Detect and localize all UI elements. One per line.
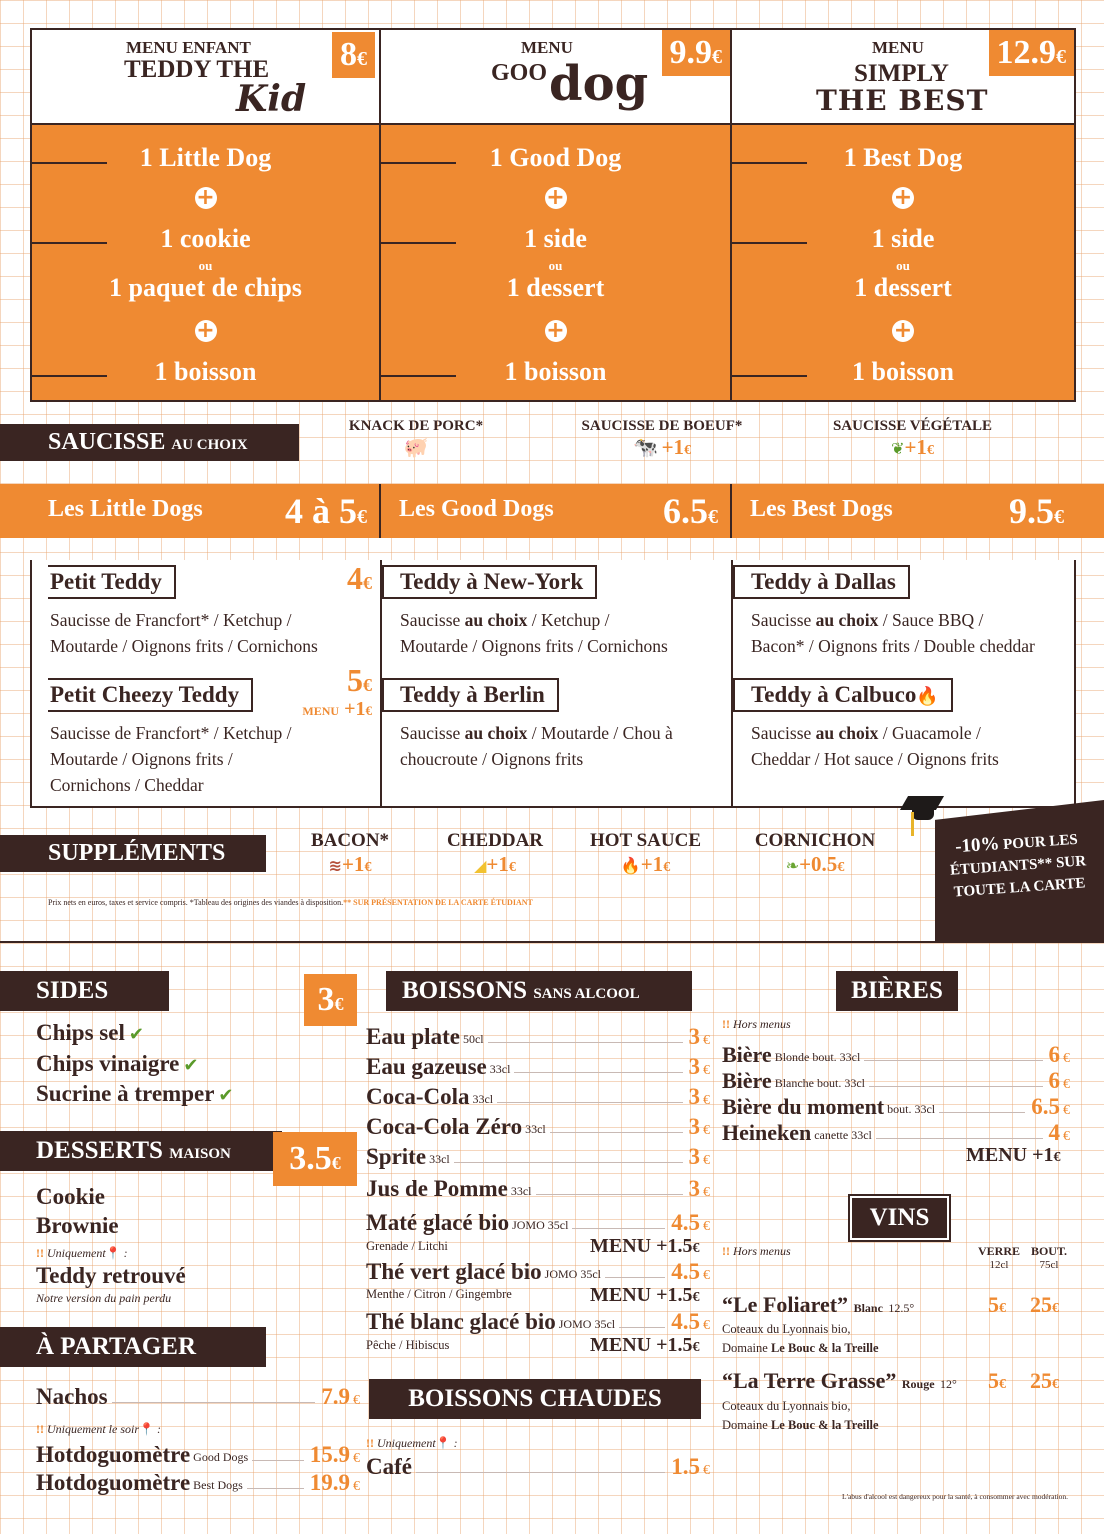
menu-price: 12.9€ bbox=[989, 30, 1075, 76]
dog-name: Petit Cheezy Teddy bbox=[48, 678, 253, 712]
student-discount-text: -10% POUR LES ÉTUDIANTS** SUR TOUTE LA CARTE bbox=[949, 831, 1087, 901]
beers-menu-extra: MENU +1€ bbox=[966, 1144, 1061, 1166]
dog-description: Saucisse de Francfort* / Ketchup / Moutarde / Oignons frits / Cornichons / Cheddar bbox=[50, 723, 292, 795]
drink-menu-extra: MENU +1.5€ bbox=[590, 1284, 700, 1306]
wine-bottle-price: 25€ bbox=[1030, 1292, 1059, 1317]
cow-icon: 🐄 bbox=[632, 435, 658, 459]
dog-description: Saucisse au choix / Guacamole / Cheddar / Hot sauce / Oignons frits bbox=[751, 723, 999, 769]
menu-line: 1 cookie bbox=[160, 224, 251, 253]
wines-note: !! Hors menus bbox=[722, 1244, 791, 1258]
menu-simply-the-best bbox=[732, 30, 1074, 400]
graduation-cap-base bbox=[912, 808, 934, 820]
dogs-panel bbox=[30, 560, 1076, 808]
menu-or: ou bbox=[896, 258, 910, 273]
vegetarian-icon: ✔ bbox=[128, 1024, 144, 1045]
beers-header: BIÈRES bbox=[836, 971, 958, 1011]
dog-name: Teddy à New-York bbox=[382, 565, 597, 599]
dog-description: Saucisse au choix / Moutarde / Chou à choucroute / Oignons frits bbox=[400, 723, 673, 769]
leaf-icon: ❦ bbox=[891, 439, 905, 458]
menu-line: 1 boisson bbox=[154, 357, 257, 386]
menu-pre: MENU bbox=[521, 38, 573, 57]
saucisse-label: SAUCISSE AU CHOIX bbox=[0, 424, 299, 461]
menu-title-script: dog bbox=[549, 56, 649, 112]
dessert-note: !! Uniquement📍 : bbox=[36, 1246, 128, 1260]
menu-title: GOO bbox=[491, 60, 548, 86]
supplement-bacon[interactable]: BACON* ≋+1€ bbox=[310, 830, 390, 876]
supplement-cheddar[interactable]: CHEDDAR ◢+1€ bbox=[446, 830, 544, 876]
section-divider bbox=[0, 941, 1104, 943]
wine-origin: Coteaux du Lyonnais bio, Domaine Le Bouc & la Treille bbox=[722, 1399, 879, 1432]
beers-note: !! Hors menus bbox=[722, 1017, 791, 1031]
menu-title: SIMPLY bbox=[854, 60, 949, 87]
menu-header bbox=[32, 30, 379, 125]
menu-title-script: Kid bbox=[236, 78, 307, 120]
dog-description: Saucisse de Francfort* / Ketchup / Moutarde / Oignons frits / Cornichons bbox=[50, 610, 318, 656]
saucisse-option-boeuf[interactable]: SAUCISSE DE BOEUF* 🐄 +1€ bbox=[581, 418, 743, 459]
drink-row: Thé blanc glacé bio JOMO 35cl 4.5 € bbox=[366, 1309, 710, 1334]
drink-row: Thé vert glacé bio JOMO 35cl 4.5 € bbox=[366, 1259, 710, 1284]
side-item: Chips vinaigre ✔ bbox=[36, 1051, 199, 1076]
saucisse-option-vegetale[interactable]: SAUCISSE VÉGÉTALE ❦+1€ bbox=[832, 418, 993, 459]
sides-header: SIDES bbox=[0, 971, 169, 1011]
dog-name: Petit Teddy bbox=[48, 565, 176, 599]
dog-name: Teddy à Dallas bbox=[733, 565, 910, 599]
partager-header: À PARTAGER bbox=[0, 1327, 266, 1367]
menu-body bbox=[732, 125, 1074, 400]
supplements-label: SUPPLÉMENTS bbox=[0, 835, 266, 872]
fire-icon: 🔥 bbox=[620, 856, 641, 875]
partager-note: !! Uniquement le soir📍 : bbox=[36, 1422, 161, 1436]
menus-panel bbox=[30, 28, 1076, 402]
cheese-icon: ◢ bbox=[474, 856, 487, 875]
beer-row: Bière du moment bout. 33cl 6.5 € bbox=[722, 1094, 1070, 1119]
dessert-item: Cookie bbox=[36, 1184, 105, 1209]
category-little-dogs: Les Little Dogs 4 à 5€ bbox=[30, 484, 381, 538]
drink-sub: Pêche / Hibiscus bbox=[366, 1338, 450, 1352]
dessert-special-sub: Notre version du pain perdu bbox=[36, 1291, 172, 1305]
menu-price: 9.9€ bbox=[662, 30, 731, 76]
beer-row: Bière Blanche bout. 33cl 6 € bbox=[722, 1068, 1070, 1093]
category-band bbox=[0, 484, 1104, 538]
menu-line: 1 boisson bbox=[852, 357, 954, 386]
graduation-cap-tassel bbox=[911, 812, 914, 836]
drink-menu-extra: MENU +1.5€ bbox=[590, 1334, 700, 1356]
fire-icon: 🔥 bbox=[916, 686, 939, 707]
vegetarian-icon: ✔ bbox=[183, 1055, 199, 1076]
dog-price: 5€ bbox=[347, 662, 372, 698]
wine-origin: Coteaux du Lyonnais bio, Domaine Le Bouc & la Treille bbox=[722, 1322, 879, 1355]
menu-header bbox=[381, 30, 730, 125]
menu-line: 1 Little Dog bbox=[139, 143, 272, 172]
nachos-row: Nachos 7.9 € bbox=[36, 1384, 360, 1409]
pig-icon: 🐖 bbox=[403, 435, 429, 459]
menu-title: TEDDY THE bbox=[124, 56, 270, 83]
pin-icon: 📍 bbox=[435, 1436, 451, 1450]
menu-or: ou bbox=[198, 258, 213, 273]
plus-icon: + bbox=[546, 318, 565, 343]
menu-line: 1 side bbox=[871, 224, 935, 253]
wine-glass-price: 5€ bbox=[988, 1368, 1006, 1393]
dog-name: Teddy à Berlin bbox=[382, 678, 559, 712]
dessert-item: Brownie bbox=[36, 1213, 119, 1238]
menu-line: 1 Best Dog bbox=[843, 143, 963, 172]
drink-row: Eau plate 50cl 3 € bbox=[366, 1024, 710, 1049]
pin-icon: 📍 bbox=[139, 1422, 154, 1436]
hotdoguometre-good-row: Hotdoguomètre Good Dogs 15.9 € bbox=[36, 1442, 360, 1467]
drink-menu-extra: MENU +1.5€ bbox=[590, 1235, 700, 1257]
menu-extra: MENU +1€ bbox=[302, 698, 372, 720]
pin-icon: 📍 bbox=[105, 1246, 121, 1260]
menu-price: 8€ bbox=[332, 32, 375, 78]
hot-drinks-header: BOISSONS CHAUDES bbox=[369, 1379, 701, 1419]
category-best-dogs: Les Best Dogs 9.5€ bbox=[750, 491, 1064, 531]
menu-line: 1 boisson bbox=[504, 357, 607, 386]
menu-teddy-kid bbox=[32, 30, 381, 400]
menu-or: ou bbox=[548, 258, 563, 273]
drink-row: Coca-Cola Zéro 33cl 3 € bbox=[366, 1114, 710, 1139]
supplement-cornichon[interactable]: CORNICHON ❧+0.5€ bbox=[754, 830, 876, 876]
desserts-price: 3.5€ bbox=[273, 1132, 357, 1186]
alcohol-warning: L'abus d'alcool est dangereux pour la santé, à consommer avec modération. bbox=[842, 1492, 1068, 1501]
desserts-header: DESSERTS MAISON bbox=[0, 1131, 282, 1171]
pickle-icon: ❧ bbox=[785, 856, 800, 875]
menu-body bbox=[32, 125, 379, 400]
drink-row: Eau gazeuse 33cl 3 € bbox=[366, 1054, 710, 1079]
menu-line: 1 side bbox=[524, 224, 587, 253]
dog-description: Saucisse au choix / Sauce BBQ / Bacon* / Oignons frits / Double cheddar bbox=[751, 610, 1035, 656]
vegetarian-icon: ✔ bbox=[218, 1085, 234, 1106]
dog-description: Saucisse au choix / Ketchup / Moutarde / Oignons frits / Cornichons bbox=[400, 610, 668, 656]
drink-row: Maté glacé bio JOMO 35cl 4.5 € bbox=[366, 1210, 710, 1235]
best-dogs-column bbox=[733, 560, 1074, 806]
wine-col-bottle: BOUT. 75cl bbox=[1030, 1244, 1068, 1271]
side-item: Chips sel ✔ bbox=[36, 1020, 144, 1045]
dessert-special: Teddy retrouvé bbox=[36, 1263, 186, 1288]
drink-sub: Menthe / Citron / Gingembre bbox=[366, 1287, 512, 1301]
wine-col-glass: VERRE 12cl bbox=[977, 1244, 1020, 1271]
menu-line: 1 paquet de chips bbox=[109, 273, 302, 302]
dog-name-calbuco: Teddy à Calbuco🔥 bbox=[733, 678, 953, 712]
wine-name: “La Terre Grasse” Rouge 12° bbox=[722, 1368, 957, 1393]
hot-drinks-note: !! Uniquement📍 : bbox=[366, 1436, 458, 1450]
menu-pre: MENU bbox=[872, 38, 924, 57]
plus-icon: + bbox=[196, 185, 215, 210]
menu-body bbox=[381, 125, 730, 400]
drink-sub: Grenade / Litchi bbox=[366, 1239, 448, 1253]
coffee-row: Café 1.5 € bbox=[366, 1454, 710, 1479]
hotdoguometre-best-row: Hotdoguomètre Best Dogs 19.9 € bbox=[36, 1470, 360, 1495]
menu-line: 1 dessert bbox=[854, 273, 952, 302]
menu-good-dog bbox=[381, 30, 732, 400]
saucisse-option-porc[interactable]: KNACK DE PORC* 🐖 bbox=[316, 418, 516, 459]
dog-price: 4€ bbox=[347, 560, 372, 596]
menu-pre: MENU ENFANT bbox=[126, 38, 251, 57]
menu-line: 1 dessert bbox=[506, 273, 605, 302]
beer-row: Bière Blonde bout. 33cl 6 € bbox=[722, 1042, 1070, 1067]
wines-header: VINS bbox=[850, 1196, 949, 1240]
plus-icon: + bbox=[893, 185, 913, 210]
drink-row: Coca-Cola 33cl 3 € bbox=[366, 1084, 710, 1109]
category-good-dogs: Les Good Dogs 6.5€ bbox=[381, 484, 732, 538]
drink-row: Jus de Pomme 33cl 3 € bbox=[366, 1176, 710, 1201]
supplement-hot-sauce[interactable]: HOT SAUCE 🔥+1€ bbox=[589, 830, 702, 876]
beer-row: Heineken canette 33cl 4 € bbox=[722, 1120, 1070, 1145]
bacon-icon: ≋ bbox=[328, 856, 342, 875]
good-dogs-column bbox=[382, 560, 733, 806]
menu-title-bold: THE BEST bbox=[816, 84, 989, 117]
drink-row: Sprite 33cl 3 € bbox=[366, 1144, 710, 1169]
menu-header bbox=[732, 30, 1074, 125]
soft-drinks-header: BOISSONS SANS ALCOOL bbox=[386, 971, 692, 1011]
plus-icon: + bbox=[546, 185, 565, 210]
side-item: Sucrine à tremper ✔ bbox=[36, 1081, 234, 1106]
little-dogs-column bbox=[32, 560, 382, 806]
plus-icon: + bbox=[893, 318, 913, 343]
footnote: Prix nets en euros, taxes et service compris. *Tableau des origines des viandes à disposition.** SUR PRÉSENTATION DE LA CARTE ÉTUDIANT bbox=[48, 898, 533, 907]
sides-price: 3€ bbox=[304, 974, 357, 1026]
menu-line: 1 Good Dog bbox=[489, 143, 622, 172]
wine-glass-price: 5€ bbox=[988, 1292, 1006, 1317]
wine-bottle-price: 25€ bbox=[1030, 1368, 1059, 1393]
wine-name: “Le Foliaret” Blanc 12.5° bbox=[722, 1292, 915, 1317]
plus-icon: + bbox=[196, 318, 215, 343]
